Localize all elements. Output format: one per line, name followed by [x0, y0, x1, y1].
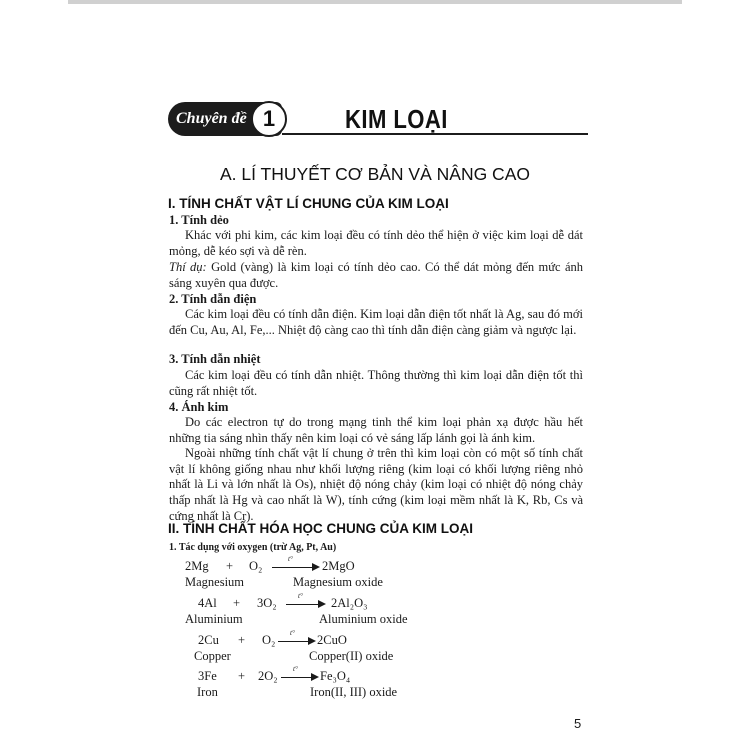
condition-label: t°	[293, 665, 298, 673]
plus-sign: +	[238, 669, 246, 683]
example-text: Gold (vàng) là kim loại có tính dẻo cao. Có thể dát mỏng đến mức ánh sáng xuyên qua được.	[169, 260, 584, 290]
item-3-title: 3. Tính dẫn nhiệt	[169, 352, 261, 366]
page-top-border	[68, 0, 682, 4]
item-2-body: Các kim loại đều có tính dẫn điện. Kim loại dẫn điện tốt nhất là Ag, sau đó mới đến Cu, Au, Al, Fe,... Nhiệt độ càng cao thì tính dẫn điện càng giảm và ngược lại.	[169, 307, 583, 337]
product-name: Magnesium oxide	[293, 575, 383, 589]
plus-sign: +	[233, 596, 241, 610]
condition-label: t°	[290, 629, 295, 637]
item-3-body: Các kim loại đều có tính dẫn nhiệt. Thông thường thì kim loại dẫn điện tốt thì cũng rất nhiệt tốt.	[169, 368, 583, 398]
reaction-3	[0, 629, 750, 663]
chapter-label: Chuyên đề	[176, 110, 247, 127]
product: 2MgO	[322, 559, 355, 573]
product-name: Aluminium oxide	[319, 612, 408, 626]
product: 2Al₂O₃	[331, 596, 368, 610]
item-4-title: 4. Ánh kim	[169, 400, 229, 414]
reaction-arrow	[286, 592, 326, 610]
reactant-name: Aluminium	[185, 612, 243, 626]
item-1-title: 1. Tính dẻo	[169, 213, 229, 227]
reaction-4	[0, 665, 750, 699]
section-1-heading: I. TÍNH CHẤT VẬT LÍ CHUNG CỦA KIM LOẠI	[168, 196, 449, 211]
reaction-1	[0, 555, 750, 589]
reactant-1: 3Fe	[198, 669, 217, 683]
product: Fe₃O₄	[320, 669, 351, 683]
section-a-title: A. LÍ THUYẾT CƠ BẢN VÀ NÂNG CAO	[220, 164, 530, 184]
reactant-name: Iron	[197, 685, 218, 699]
product-name: Copper(II) oxide	[309, 649, 394, 663]
reactant-1: 4Al	[198, 596, 217, 610]
reactant-2: 3O₂	[257, 596, 277, 610]
plus-sign: +	[226, 559, 234, 573]
reactant-1: 2Cu	[198, 633, 219, 647]
item-1-body: Khác với phi kim, các kim loại đều có tính dẻo thể hiện ở việc kim loại dễ dát mỏng, dễ kéo sợi và dễ rèn.	[169, 228, 583, 258]
reactant-1: 2Mg	[185, 559, 209, 573]
example-paragraph	[169, 260, 583, 291]
condition-label: t°	[298, 592, 303, 600]
reactant-2: O₂	[262, 633, 276, 647]
chapter-title: KIM LOẠI	[345, 104, 448, 134]
item-4-body: Do các electron tự do trong mạng tinh thể kim loại phản xạ được hầu hết những tia sáng nhìn thấy nên kim loại có vẻ sáng lấp lánh gọi là ánh kim.	[169, 415, 583, 445]
summary-paragraph: Ngoài những tính chất vật lí chung ở trên thì kim loại còn có một số tính chất vật lí không giống nhau như khối lượng riêng (kim loại có khối lượng riêng nhỏ nhất là Li và lớn nhất là Os), nhiệt độ nóng chảy (kim loại có nhiệt độ nóng chảy thấp nhất là Hg và cao nhất là W), tính cứng (kim loại mềm nhất là K, Rb, Cs và cứng nhất là Cr).	[169, 446, 583, 523]
reaction-arrow	[281, 665, 319, 683]
reactant-name: Copper	[194, 649, 231, 663]
condition-label: t°	[288, 555, 293, 563]
chapter-header	[168, 101, 588, 137]
reactant-2: 2O₂	[258, 669, 278, 683]
page-number: 5	[574, 716, 582, 731]
reaction-2	[0, 592, 750, 626]
reactant-2: O₂	[249, 559, 263, 573]
item-2-title: 2. Tính dẫn điện	[169, 292, 257, 306]
section-2-heading: II. TÍNH CHẤT HÓA HỌC CHUNG CỦA KIM LOẠI	[168, 521, 473, 536]
reactant-name: Magnesium	[185, 575, 245, 589]
sub-1-title: 1. Tác dụng với oxygen (trừ Ag, Pt, Au)	[169, 542, 337, 553]
plus-sign: +	[238, 633, 246, 647]
reaction-arrow	[278, 629, 316, 647]
example-label: Thí dụ:	[169, 260, 207, 274]
chapter-number: 1	[251, 101, 287, 137]
product-name: Iron(II, III) oxide	[310, 685, 398, 699]
reaction-arrow	[272, 555, 320, 573]
product: 2CuO	[317, 633, 347, 647]
